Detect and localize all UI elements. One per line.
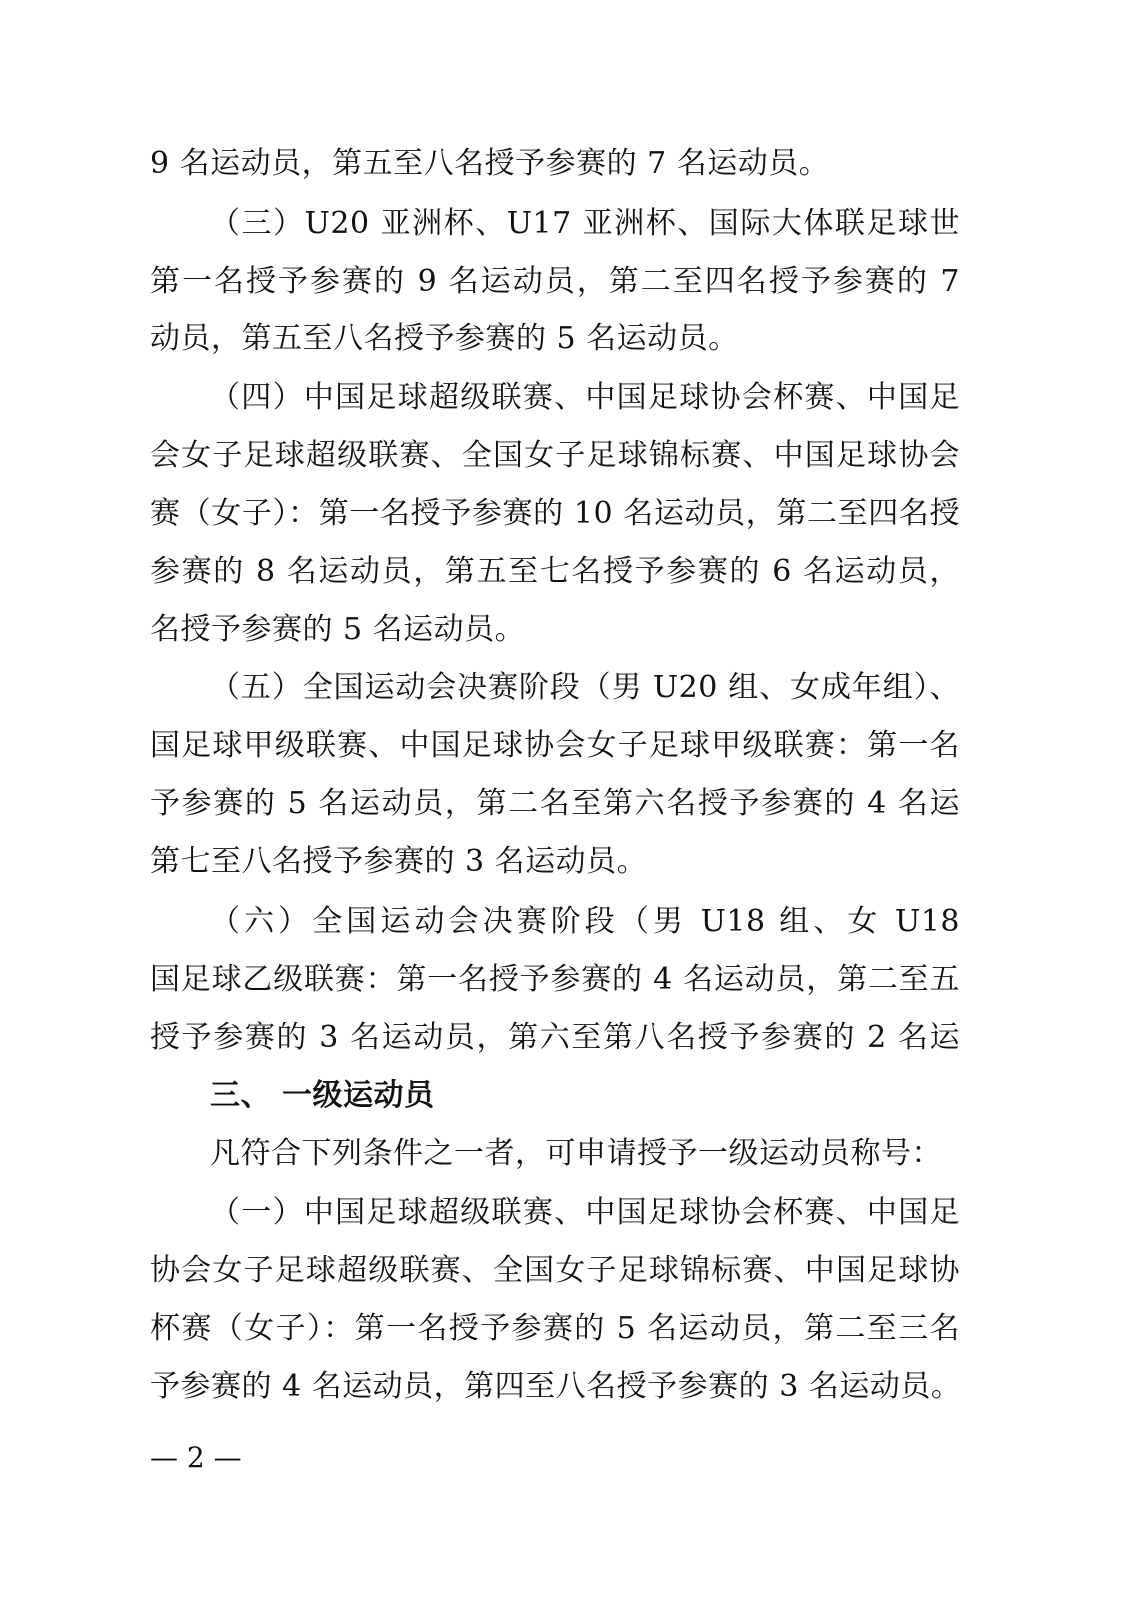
page-number: — 2 — <box>150 1441 242 1474</box>
text-line: 协会女子足球超级联赛、全国女子足球锦标赛、中国足球协 <box>150 1253 960 1288</box>
text-line: 杯赛（女子）：第一名授予参赛的 5 名运动员，第二至三名 <box>150 1311 960 1346</box>
text-line: （六）全国运动会决赛阶段（男 U18 组、女 U18 <box>210 904 960 939</box>
section-heading: 三、 一级运动员 <box>210 1078 435 1113</box>
text-line: 予参赛的 4 名运动员，第四至八名授予参赛的 3 名运动员。 <box>150 1369 962 1404</box>
text-line: 9 名运动员，第五至八名授予参赛的 7 名运动员。 <box>150 146 830 181</box>
text-line: （三）U20 亚洲杯、U17 亚洲杯、国际大体联足球世 <box>210 206 960 241</box>
text-line: 授予参赛的 3 名运动员，第六至第八名授予参赛的 2 名运 <box>150 1020 960 1055</box>
text-line: （一）中国足球超级联赛、中国足球协会杯赛、中国足 <box>210 1195 960 1230</box>
text-line: 第七至八名授予参赛的 3 名运动员。 <box>150 844 648 879</box>
text-line: 国足球甲级联赛、中国足球协会女子足球甲级联赛：第一名 <box>150 728 960 763</box>
text-line: 凡符合下列条件之一者，可申请授予一级运动员称号： <box>210 1136 942 1171</box>
text-line: （五）全国运动会决赛阶段（男 U20 组、女成年组）、 <box>210 670 960 705</box>
text-line: （四）中国足球超级联赛、中国足球协会杯赛、中国足 <box>210 380 960 415</box>
text-line: 动员，第五至八名授予参赛的 5 名运动员。 <box>150 321 739 356</box>
text-line: 名授予参赛的 5 名运动员。 <box>150 612 526 647</box>
text-line: 第一名授予参赛的 9 名运动员，第二至四名授予参赛的 7 <box>150 264 960 299</box>
text-line: 参赛的 8 名运动员，第五至七名授予参赛的 6 名运动员， <box>150 554 960 589</box>
text-line: 国足球乙级联赛：第一名授予参赛的 4 名运动员，第二至五 <box>150 962 960 997</box>
text-line: 予参赛的 5 名运动员，第二名至第六名授予参赛的 4 名运 <box>150 786 960 821</box>
text-line: 赛（女子）：第一名授予参赛的 10 名运动员，第二至四名授 <box>150 496 960 531</box>
text-line: 会女子足球超级联赛、全国女子足球锦标赛、中国足球协会 <box>150 438 960 473</box>
